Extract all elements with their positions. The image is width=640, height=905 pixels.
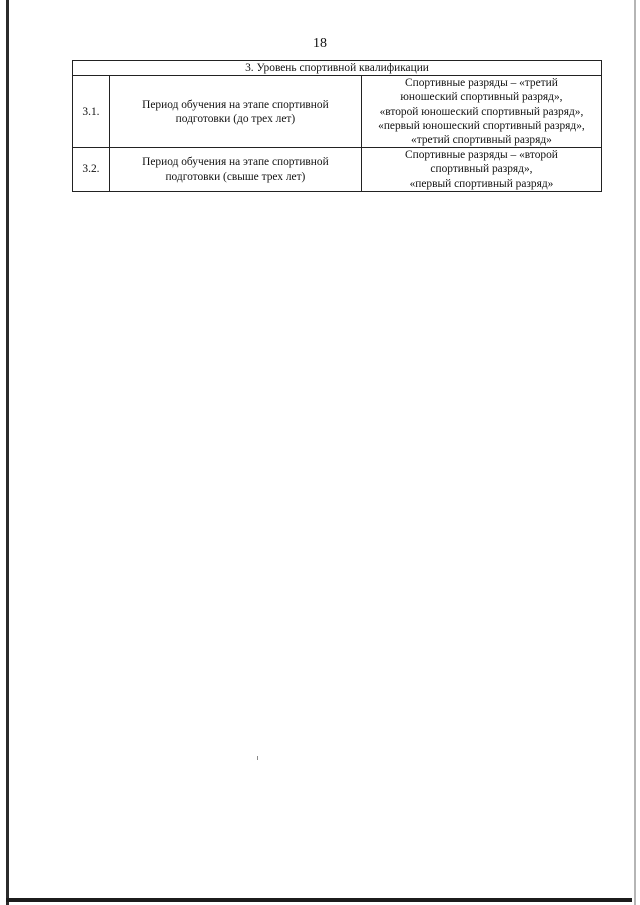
period-line: подготовки (свыше трех лет): [165, 170, 306, 183]
page-left-edge: [6, 0, 9, 905]
ranks-line: «первый спортивный разряд»: [409, 177, 554, 190]
page-bottom-edge: [6, 898, 632, 902]
page-number: 18: [313, 36, 327, 51]
section-header: 3. Уровень спортивной квалификации: [73, 61, 602, 76]
training-period-cell: [109, 148, 361, 192]
ranks-line: юношеский спортивный разряд»,: [400, 91, 563, 104]
ranks-line: Спортивные разряды – «второй: [405, 149, 558, 162]
qualification-table: [72, 60, 602, 192]
sport-ranks-cell: [361, 148, 601, 192]
ranks-line: спортивный разряд»,: [430, 163, 533, 176]
row-number: 3.1.: [73, 76, 110, 148]
ranks-line: Спортивные разряды – «третий: [405, 77, 558, 90]
training-period-cell: [109, 76, 361, 148]
scan-speck: [257, 756, 258, 760]
page-right-edge: [634, 0, 636, 905]
period-line: Период обучения на этапе спортивной: [142, 98, 329, 111]
period-line: подготовки (до трех лет): [175, 112, 296, 125]
table-row: [73, 148, 602, 192]
ranks-line: «первый юношеский спортивный разряд»,: [378, 119, 585, 132]
table-row: [73, 76, 602, 148]
row-number: 3.2.: [73, 148, 110, 192]
ranks-line: «третий спортивный разряд»: [411, 134, 552, 147]
sport-ranks-cell: [361, 76, 601, 148]
section-header-row: [73, 61, 602, 76]
ranks-line: «второй юношеский спортивный разряд»,: [379, 105, 584, 118]
period-line: Период обучения на этапе спортивной: [142, 156, 329, 169]
